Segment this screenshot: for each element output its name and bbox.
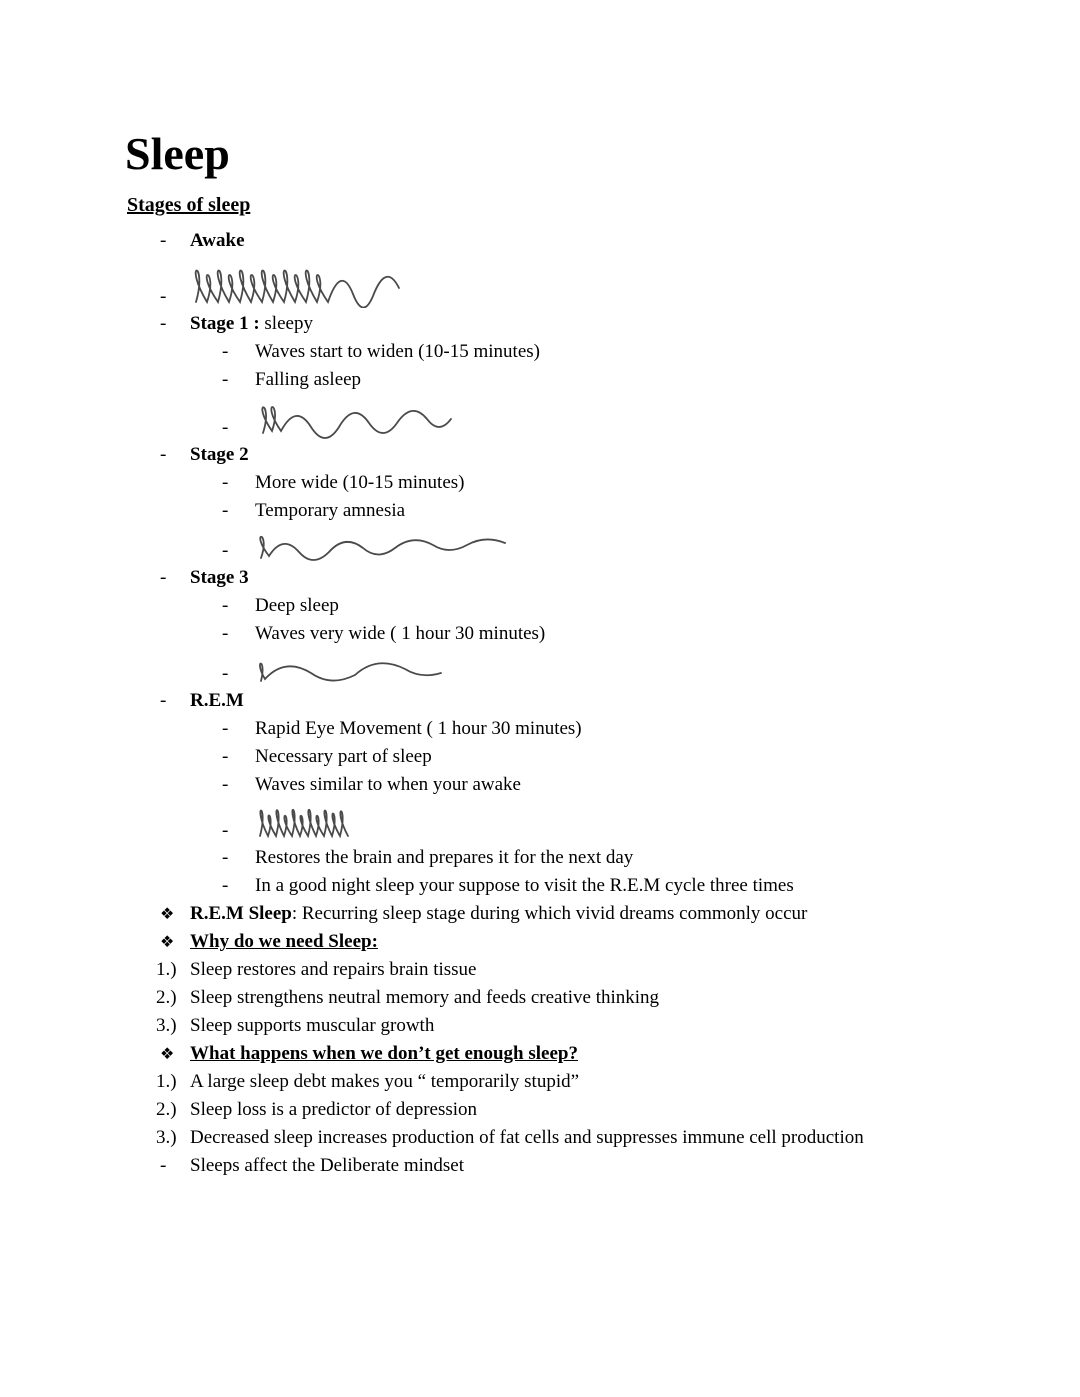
stage1-brainwave-drawing [255, 397, 460, 439]
regular-text: A large sleep debt makes you “ temporarily stupid” [190, 1071, 580, 1093]
list-item [125, 1012, 1010, 1040]
list-item-wave [125, 525, 1010, 564]
dash-bullet-marker: - [222, 820, 229, 842]
list-item [125, 1096, 1010, 1124]
awake-brainwave-drawing [190, 258, 405, 308]
list-item [125, 928, 1010, 956]
dash-bullet-marker: - [222, 746, 229, 768]
list-item-text [255, 469, 464, 497]
dash-bullet-marker: - [222, 500, 229, 522]
list-item [125, 984, 1010, 1012]
regular-text: Rapid Eye Movement ( 1 hour 30 minutes) [255, 718, 582, 740]
dash-bullet-marker: - [222, 472, 229, 494]
list-item [125, 497, 1010, 525]
regular-text: Necessary part of sleep [255, 746, 432, 768]
bold-text: Awake [190, 230, 245, 252]
list-item-text [190, 900, 807, 928]
list-item [125, 715, 1010, 743]
rem-brainwave-drawing [255, 802, 355, 842]
section-heading: Stages of sleep [127, 194, 251, 217]
stage2-brainwave-drawing [255, 528, 513, 562]
list-item [125, 338, 1010, 366]
bold-text: R.E.M [190, 690, 244, 712]
dash-bullet-marker: - [222, 623, 229, 645]
regular-text: Sleep restores and repairs brain tissue [190, 959, 477, 981]
list-item-text [190, 956, 477, 984]
diamond-bullet-marker: ❖ [160, 1044, 175, 1064]
list-item [125, 872, 1010, 900]
regular-text: More wide (10-15 minutes) [255, 472, 465, 494]
regular-text: Sleep supports muscular growth [190, 1015, 435, 1037]
list-item-text [190, 1012, 434, 1040]
number-marker: 2.) [156, 1099, 177, 1121]
list-item [125, 1068, 1010, 1096]
list-item [125, 366, 1010, 394]
dash-bullet-marker: - [222, 847, 229, 869]
list-item-text [190, 687, 244, 715]
stage3-brainwave-drawing [255, 651, 447, 685]
dash-bullet-marker: - [160, 690, 167, 712]
bold-underlined-text: What happens when we don’t get enough sleep? [190, 1043, 578, 1065]
dash-bullet-marker: - [160, 1155, 167, 1177]
list-item-wave [125, 255, 1010, 310]
list-item [125, 900, 1010, 928]
list-item-text [190, 1068, 579, 1096]
list-item-text [255, 366, 361, 394]
diamond-bullet-marker: ❖ [160, 932, 175, 952]
list-item [125, 441, 1010, 469]
notes-list [125, 227, 1010, 1180]
dash-bullet-marker: - [222, 774, 229, 796]
dash-bullet-marker: - [222, 595, 229, 617]
dash-bullet-marker: - [222, 875, 229, 897]
list-item-text [255, 771, 521, 799]
regular-text: Sleep loss is a predictor of depression [190, 1099, 478, 1121]
diamond-bullet-marker: ❖ [160, 904, 175, 924]
list-item [125, 1040, 1010, 1068]
list-item-text [190, 984, 659, 1012]
list-item-text [255, 497, 405, 525]
dash-bullet-marker: - [222, 718, 229, 740]
list-item-text [190, 1040, 578, 1068]
list-item-wave [125, 648, 1010, 687]
list-item-text [190, 1096, 477, 1124]
regular-text: sleepy [259, 313, 313, 335]
number-marker: 2.) [156, 987, 177, 1009]
list-item-text [255, 620, 545, 648]
bold-text: Stage 2 [190, 444, 249, 466]
dash-bullet-marker: - [160, 444, 167, 466]
list-item [125, 227, 1010, 255]
bold-text: Stage 1 : [190, 313, 260, 335]
list-item [125, 310, 1010, 338]
list-item-text [255, 338, 540, 366]
list-item-text [255, 592, 339, 620]
list-item [125, 620, 1010, 648]
bold-text: Stage 3 [190, 567, 249, 589]
list-item-text [255, 715, 582, 743]
dash-bullet-marker: - [222, 369, 229, 391]
regular-text: Decreased sleep increases production of fat cells and suppresses immune cell production [190, 1127, 864, 1149]
page-title: Sleep [125, 128, 230, 179]
list-item [125, 687, 1010, 715]
regular-text: Restores the brain and prepares it for the next day [255, 847, 634, 869]
list-item-text [190, 227, 245, 255]
regular-text: Temporary amnesia [255, 500, 406, 522]
dash-bullet-marker: - [222, 663, 229, 685]
bold-underlined-text: Why do we need Sleep: [190, 931, 378, 953]
list-item [125, 564, 1010, 592]
list-item [125, 1124, 1010, 1152]
list-item-text [190, 1124, 864, 1152]
rem-brainwave-drawing [255, 802, 355, 842]
regular-text: Deep sleep [255, 595, 339, 617]
regular-text: Sleep strengthens neutral memory and feeds creative thinking [190, 987, 660, 1009]
list-item-text [190, 928, 378, 956]
list-item [125, 771, 1010, 799]
list-item [125, 1152, 1010, 1180]
stage1-brainwave-drawing [255, 397, 460, 439]
regular-text: In a good night sleep your suppose to visit the R.E.M cycle three times [255, 875, 794, 897]
list-item-text [190, 1152, 464, 1180]
list-item [125, 844, 1010, 872]
dash-bullet-marker: - [222, 417, 229, 439]
dash-bullet-marker: - [160, 567, 167, 589]
dash-bullet-marker: - [160, 313, 167, 335]
awake-brainwave-drawing [190, 258, 405, 308]
list-item-text [190, 310, 313, 338]
list-item-wave [125, 799, 1010, 844]
list-item [125, 743, 1010, 771]
number-marker: 3.) [156, 1015, 177, 1037]
regular-text: Waves start to widen (10-15 minutes) [255, 341, 540, 363]
number-marker: 1.) [156, 959, 177, 981]
bold-text: R.E.M Sleep [190, 903, 292, 925]
list-item-text [255, 872, 794, 900]
number-marker: 1.) [156, 1071, 177, 1093]
dash-bullet-marker: - [160, 230, 167, 252]
list-item-wave [125, 394, 1010, 441]
dash-bullet-marker: - [222, 540, 229, 562]
regular-text: Sleeps affect the Deliberate mindset [190, 1155, 464, 1177]
list-item [125, 469, 1010, 497]
regular-text: Falling asleep [255, 369, 362, 391]
list-item [125, 592, 1010, 620]
dash-bullet-marker: - [222, 341, 229, 363]
list-item-text [190, 441, 249, 469]
regular-text: : Recurring sleep stage during which vivid dreams commonly occur [291, 903, 808, 925]
list-item-text [255, 844, 633, 872]
regular-text: Waves similar to when your awake [255, 774, 521, 796]
list-item [125, 956, 1010, 984]
list-item-text [190, 564, 249, 592]
list-item-text [255, 743, 432, 771]
stage2-brainwave-drawing [255, 528, 513, 562]
number-marker: 3.) [156, 1127, 177, 1149]
stage3-brainwave-drawing [255, 651, 447, 685]
regular-text: Waves very wide ( 1 hour 30 minutes) [255, 623, 546, 645]
dash-bullet-marker: - [160, 286, 167, 308]
